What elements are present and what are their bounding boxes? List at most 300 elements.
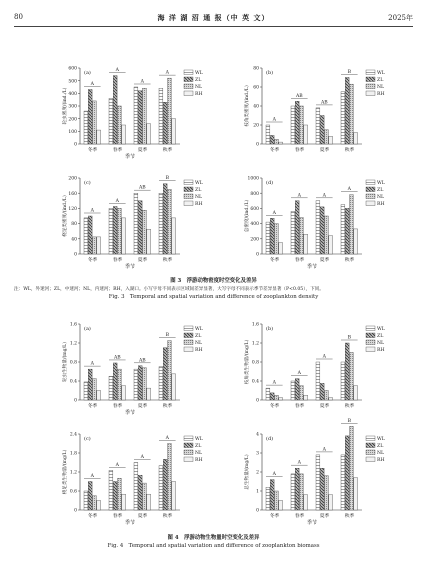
season-letter: A [297, 371, 301, 377]
bar-NL-3 [143, 88, 147, 144]
x-tick-label: 冬季 [87, 404, 98, 409]
legend-swatch-ZL [184, 333, 193, 338]
bar-ZL-1 [270, 135, 274, 144]
page-number: 80 [14, 13, 23, 21]
x-tick-label: 秋季 [344, 148, 355, 153]
fig3b-chart [240, 62, 405, 162]
legend-label: NL [195, 85, 203, 90]
bar-ZL-1 [270, 218, 274, 254]
legend-swatch-NL [366, 84, 375, 89]
legend-swatch-WL [184, 70, 193, 75]
x-tick-label: 夏季 [137, 404, 148, 409]
journal-title: 海 洋 湖 沼 通 报（中 英 文） [157, 13, 270, 22]
y-tick-label: 1.2 [251, 341, 259, 347]
legend-swatch-NL [184, 84, 193, 89]
bar-ZL-3 [320, 383, 324, 400]
season-letter: A [322, 193, 326, 199]
season-letter: A [272, 117, 276, 123]
bar-NL-2 [300, 218, 304, 254]
bar-NL-4 [168, 189, 172, 254]
bar-RH-2 [122, 494, 126, 510]
season-letter: A [90, 361, 94, 367]
legend-label: RH [377, 202, 385, 207]
legend-label: WL [195, 181, 203, 186]
season-letter: A [115, 199, 119, 204]
fig3-note: 注：WL，外迷河；ZL，中迷河；NL，内迷河；RH，入湖口。小写字母不同表示区域间差异显著，大写字母不同表示季节差异显著（P<0.05），下同。 [14, 287, 324, 292]
y-tick-label: 0 [74, 398, 77, 404]
legend-swatch-RH [184, 201, 193, 206]
bar-WL-4 [341, 362, 345, 400]
legend-swatch-ZL [366, 443, 375, 448]
legend-label: RH [195, 92, 203, 97]
bar-NL-2 [118, 478, 122, 510]
season-letter: A [272, 380, 276, 386]
legend-label: NL [377, 85, 385, 90]
season-letter: A [140, 455, 144, 460]
bar-ZL-4 [345, 343, 349, 400]
legend-label: WL [377, 181, 385, 186]
bar-ZL-2 [113, 207, 117, 255]
bar-WL-2 [291, 211, 295, 254]
y-tick-label: 120 [68, 207, 77, 212]
bar-NL-1 [275, 491, 279, 510]
x-tick-label: 春季 [112, 148, 123, 153]
bar-ZL-1 [88, 482, 92, 511]
fig4-panel-d [240, 418, 405, 528]
bar-WL-2 [109, 376, 113, 400]
legend-swatch-WL [366, 70, 375, 75]
bar-RH-4 [354, 386, 358, 400]
x-tick-label: 秋季 [162, 404, 173, 409]
season-letter: A [272, 472, 276, 478]
bar-ZL-4 [163, 459, 167, 510]
bar-ZL-4 [163, 348, 167, 400]
bar-NL-2 [118, 106, 122, 144]
y-tick-label: 2 [256, 470, 259, 476]
bar-RH-1 [279, 142, 283, 144]
legend-swatch-NL [366, 194, 375, 199]
legend-label: ZL [377, 334, 384, 339]
y-tick-label: 0 [256, 252, 259, 258]
season-letter: A [272, 210, 276, 216]
season-letter: B [347, 335, 351, 341]
fig4-panel-b [240, 318, 405, 418]
fig3-panel-d [240, 172, 405, 272]
fig3c-chart [58, 172, 223, 272]
bar-WL-3 [316, 362, 320, 400]
legend-label: NL [195, 195, 203, 200]
bar-WL-3 [134, 369, 138, 400]
bar-RH-2 [122, 386, 126, 400]
fig3-panel-b [240, 62, 405, 162]
bar-WL-1 [266, 125, 270, 144]
x-tick-label: 秋季 [162, 514, 173, 519]
x-tick-label: 秋季 [344, 404, 355, 409]
legend-swatch-NL [366, 450, 375, 455]
x-tick-label: 秋季 [344, 514, 355, 519]
bar-RH-2 [122, 218, 126, 254]
bar-NL-2 [118, 208, 122, 254]
x-tick-label: 夏季 [319, 404, 330, 409]
bar-NL-4 [168, 78, 172, 144]
y-tick-label: 0 [74, 252, 77, 258]
bar-NL-3 [143, 368, 147, 400]
x-tick-label: 秋季 [162, 258, 173, 263]
y-tick-label: 600 [250, 207, 259, 212]
x-tick-label: 春季 [112, 258, 123, 263]
y-axis-label: 总生物量/(mg/L) [245, 454, 250, 490]
bar-ZL-4 [163, 102, 167, 144]
fig4b-chart [240, 318, 405, 418]
legend-swatch-RH [366, 91, 375, 96]
bar-NL-3 [143, 483, 147, 510]
bar-RH-2 [304, 234, 308, 254]
x-tick-label: 夏季 [319, 514, 330, 519]
legend-swatch-WL [366, 180, 375, 185]
fig3-panel-c [58, 172, 223, 272]
season-letter: A [115, 68, 119, 74]
bar-NL-2 [300, 106, 304, 144]
y-tick-label: 80 [71, 222, 77, 228]
bar-NL-4 [168, 444, 172, 511]
legend-swatch-RH [184, 91, 193, 96]
y-tick-label: 1 [256, 489, 259, 495]
x-tick-label: 春季 [294, 404, 305, 409]
legend-label: RH [195, 348, 203, 353]
bar-WL-4 [341, 205, 345, 254]
y-tick-label: 400 [68, 91, 77, 97]
bar-NL-4 [350, 353, 354, 401]
bar-RH-1 [279, 243, 283, 254]
bar-RH-3 [147, 124, 151, 144]
y-tick-label: 0.4 [69, 379, 77, 385]
bar-ZL-3 [138, 366, 142, 400]
season-letter: A [322, 447, 326, 453]
y-tick-label: 160 [68, 191, 77, 197]
legend-swatch-WL [366, 326, 375, 331]
bar-RH-3 [147, 229, 151, 254]
panel-letter: (b) [266, 326, 274, 332]
y-tick-label: 20 [253, 123, 259, 129]
bar-RH-3 [329, 495, 333, 510]
y-tick-label: 2.4 [69, 432, 77, 438]
season-letter: B [165, 176, 169, 182]
legend-label: NL [377, 341, 385, 346]
bar-ZL-4 [345, 208, 349, 254]
y-tick-label: 80 [253, 66, 259, 72]
bar-WL-2 [291, 106, 295, 144]
x-axis-label: 季节 [124, 154, 136, 160]
legend-swatch-RH [366, 457, 375, 462]
bar-WL-3 [134, 463, 138, 511]
bar-ZL-3 [320, 468, 324, 510]
y-tick-label: 1.2 [69, 341, 77, 347]
y-axis-label: 桡足类密度/(ind./L) [63, 195, 68, 237]
legend-swatch-RH [184, 457, 193, 462]
legend-label: RH [195, 458, 203, 463]
legend-label: RH [377, 348, 385, 353]
legend-label: ZL [195, 334, 202, 339]
legend-label: ZL [377, 444, 384, 449]
bar-NL-4 [168, 341, 172, 400]
x-tick-label: 冬季 [87, 514, 98, 519]
season-letter: AB [295, 93, 303, 99]
bar-NL-1 [93, 379, 97, 400]
bar-RH-3 [147, 494, 151, 510]
bar-ZL-2 [295, 468, 299, 510]
legend-swatch-WL [184, 180, 193, 185]
y-tick-label: 800 [250, 191, 259, 197]
fig4c-chart [58, 428, 223, 528]
x-tick-label: 春季 [294, 514, 305, 519]
legend-label: WL [377, 71, 385, 76]
legend-label: ZL [377, 78, 384, 83]
bar-ZL-3 [320, 207, 324, 254]
y-tick-label: 0.4 [251, 379, 259, 385]
y-axis-label: 桡足类生物量/(mg/L) [63, 449, 68, 495]
bar-NL-2 [300, 474, 304, 510]
bar-WL-4 [341, 92, 345, 144]
legend-swatch-RH [184, 347, 193, 352]
bar-RH-4 [354, 133, 358, 144]
bar-ZL-3 [138, 91, 142, 144]
bar-WL-2 [109, 470, 113, 510]
bar-ZL-2 [113, 76, 117, 144]
bar-RH-4 [172, 218, 176, 254]
legend-label: ZL [195, 188, 202, 193]
bar-WL-4 [159, 88, 163, 144]
season-letter: A [297, 460, 301, 466]
x-tick-label: 冬季 [269, 514, 280, 519]
season-letter: A [322, 354, 326, 360]
bar-NL-1 [93, 496, 97, 510]
bar-RH-4 [172, 374, 176, 400]
season-letter: A [297, 193, 301, 199]
bar-WL-2 [109, 208, 113, 254]
bar-NL-1 [275, 139, 279, 144]
y-tick-label: 40 [71, 237, 77, 243]
fig4-title-cn: 图 4 浮游动物生物量时空变化及差异 [167, 535, 260, 541]
bar-ZL-1 [88, 369, 92, 400]
season-letter: A [90, 474, 94, 479]
header-rule [14, 26, 413, 27]
legend-swatch-ZL [366, 333, 375, 338]
bar-WL-1 [266, 487, 270, 510]
x-tick-label: 夏季 [137, 514, 148, 519]
panel-letter: (b) [266, 70, 274, 76]
season-letter: B [347, 418, 351, 424]
y-tick-label: 0 [74, 142, 77, 148]
bar-WL-3 [316, 201, 320, 254]
legend-label: NL [195, 451, 203, 456]
bar-NL-3 [325, 130, 329, 144]
legend-swatch-NL [184, 194, 193, 199]
bar-RH-2 [304, 495, 308, 510]
legend-swatch-NL [366, 340, 375, 345]
legend-label: WL [195, 71, 203, 76]
y-tick-label: 0 [256, 508, 259, 514]
bar-WL-4 [341, 455, 345, 510]
y-tick-label: 1.6 [251, 322, 259, 328]
legend-label: NL [195, 341, 203, 346]
bar-ZL-1 [270, 480, 274, 510]
legend-swatch-RH [366, 347, 375, 352]
x-tick-label: 春季 [112, 514, 123, 519]
fig4a-chart [58, 318, 223, 418]
bar-WL-1 [84, 111, 88, 144]
bar-RH-3 [329, 136, 333, 144]
x-tick-label: 冬季 [269, 404, 280, 409]
season-letter: B [347, 70, 351, 75]
legend-label: ZL [377, 188, 384, 193]
x-tick-label: 夏季 [319, 258, 330, 263]
bar-NL-2 [300, 386, 304, 400]
fig3d-chart [240, 172, 405, 272]
legend-label: ZL [195, 78, 202, 83]
season-letter: A [165, 70, 169, 76]
x-tick-label: 冬季 [87, 258, 98, 263]
y-tick-label: 1.8 [69, 451, 77, 457]
bar-NL-3 [325, 476, 329, 510]
bar-RH-2 [304, 125, 308, 144]
x-tick-label: 夏季 [137, 258, 148, 263]
bar-NL-4 [350, 426, 354, 510]
bar-WL-2 [109, 98, 113, 144]
legend-swatch-RH [366, 201, 375, 206]
bar-WL-3 [134, 87, 138, 144]
bar-NL-2 [118, 369, 122, 400]
x-tick-label: 夏季 [137, 148, 148, 153]
x-axis-label: 季节 [306, 264, 318, 270]
y-tick-label: 0 [74, 508, 77, 514]
bar-RH-1 [279, 398, 283, 400]
bar-RH-4 [172, 482, 176, 511]
fig4-panel-a [58, 318, 223, 418]
x-tick-label: 冬季 [269, 148, 280, 153]
bar-NL-1 [275, 224, 279, 254]
legend-label: NL [377, 451, 385, 456]
bar-ZL-2 [295, 379, 299, 400]
x-tick-label: 春季 [294, 148, 305, 153]
legend-label: WL [377, 437, 385, 442]
bar-RH-1 [97, 237, 101, 254]
y-tick-label: 500 [68, 79, 77, 85]
bar-WL-2 [291, 474, 295, 510]
y-tick-label: 0.6 [69, 489, 77, 495]
season-letter: A [347, 187, 351, 193]
x-axis-label: 季节 [306, 520, 318, 526]
x-tick-label: 春季 [294, 258, 305, 263]
bar-RH-3 [329, 236, 333, 254]
bar-RH-4 [354, 478, 358, 510]
y-tick-label: 600 [68, 66, 77, 72]
journal-year: 2025年 [388, 14, 413, 22]
x-tick-label: 春季 [112, 404, 123, 409]
fig4-panel-c [58, 428, 223, 528]
bar-ZL-1 [88, 90, 92, 144]
bar-RH-4 [354, 229, 358, 254]
bar-RH-3 [147, 388, 151, 400]
fig3a-chart [58, 62, 223, 162]
bar-ZL-3 [138, 201, 142, 254]
y-tick-label: 1.6 [69, 322, 77, 328]
panel-letter: (c) [84, 180, 91, 186]
legend-label: WL [195, 437, 203, 442]
y-tick-label: 400 [250, 222, 259, 228]
page-header [14, 13, 413, 25]
bar-RH-3 [329, 398, 333, 400]
legend-swatch-ZL [366, 187, 375, 192]
bar-RH-2 [122, 125, 126, 144]
season-letter: AB [320, 100, 328, 106]
y-axis-label: 枝角类密度/(ind./L) [245, 85, 250, 127]
bar-NL-3 [325, 216, 329, 254]
bar-WL-3 [316, 108, 320, 144]
y-axis-label: 枝角类生物量/(mg/L) [245, 339, 250, 385]
fig3-panel-a [58, 62, 223, 162]
bar-WL-4 [159, 466, 163, 510]
x-tick-label: 夏季 [319, 148, 330, 153]
fig4d-chart [240, 418, 405, 528]
legend-swatch-ZL [366, 77, 375, 82]
bar-ZL-4 [345, 436, 349, 510]
bar-ZL-3 [320, 116, 324, 145]
legend-swatch-WL [184, 436, 193, 441]
legend-label: WL [377, 327, 385, 332]
legend-label: RH [377, 92, 385, 97]
y-axis-label: 轮虫密度/(ind./L) [63, 87, 68, 125]
panel-letter: (d) [266, 180, 274, 186]
bar-ZL-3 [138, 475, 142, 510]
bar-WL-1 [266, 388, 270, 400]
bar-NL-3 [325, 391, 329, 401]
bar-WL-1 [84, 491, 88, 510]
bar-WL-1 [84, 218, 88, 254]
bar-WL-3 [134, 193, 138, 254]
y-tick-label: 300 [68, 104, 77, 110]
bar-WL-4 [159, 367, 163, 400]
bar-NL-4 [350, 195, 354, 254]
season-letter: B [165, 333, 169, 339]
bar-RH-2 [304, 395, 308, 400]
y-axis-label: 轮虫生物量/(mg/L) [63, 342, 68, 382]
bar-RH-1 [97, 130, 101, 144]
legend-label: WL [195, 327, 203, 332]
legend-label: RH [195, 202, 203, 207]
bar-RH-1 [97, 391, 101, 401]
bar-WL-4 [159, 193, 163, 254]
legend-label: ZL [195, 444, 202, 449]
bar-ZL-1 [88, 216, 92, 254]
fig3-title-cn: 图 3 浮游动物密度时空变化及差异 [170, 278, 257, 284]
legend-swatch-ZL [184, 443, 193, 448]
bar-WL-3 [316, 455, 320, 510]
season-letter: A [115, 462, 119, 468]
legend-swatch-NL [184, 340, 193, 345]
bar-ZL-2 [295, 201, 299, 254]
season-letter: A [90, 208, 94, 214]
y-tick-label: 200 [68, 176, 77, 182]
x-tick-label: 秋季 [162, 148, 173, 153]
x-tick-label: 秋季 [344, 258, 355, 263]
y-tick-label: 3 [256, 451, 259, 457]
season-letter: AB [113, 355, 121, 361]
bar-NL-4 [350, 84, 354, 144]
panel-letter: (a) [84, 326, 91, 332]
season-letter: AB [138, 185, 146, 191]
panel-letter: (d) [266, 436, 274, 442]
season-letter: AB [138, 358, 146, 364]
